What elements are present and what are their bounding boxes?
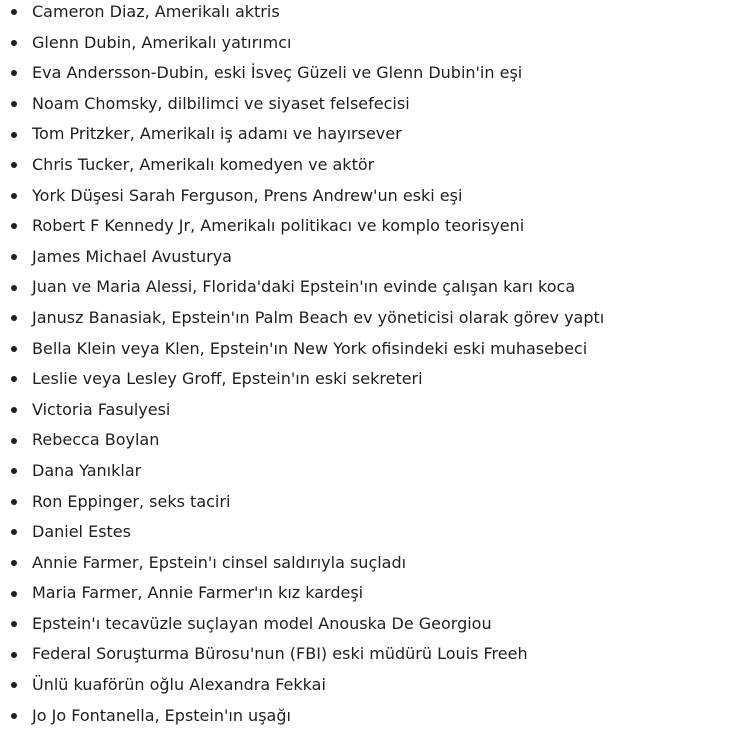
list-item	[0, 242, 750, 273]
list-item	[0, 119, 750, 150]
list-item-text: Federal Soruşturma Bürosu'nun (FBI) eski müdürü Louis Freeh	[32, 644, 528, 664]
list-item-text: Cameron Diaz, Amerikalı aktris	[32, 2, 280, 21]
bullet-icon	[11, 9, 17, 15]
list-item	[0, 578, 750, 609]
list-item-text: Rebecca Boylan	[32, 430, 160, 450]
list-item	[0, 181, 750, 212]
list-item	[0, 272, 750, 303]
list-item-text: Jo Jo Fontanella, Epstein'ın uşağı	[32, 705, 291, 725]
list-item	[0, 334, 750, 365]
list-item-text: York Düşesi Sarah Ferguson, Prens Andrew'un eski eşi	[32, 185, 463, 205]
list-item-text: Maria Farmer, Annie Farmer'ın kız kardeşi	[32, 583, 364, 603]
bullet-icon	[11, 499, 17, 505]
list-item-text: Janusz Banasiak, Epstein'ın Palm Beach ev yöneticisi olarak görev yaptı	[32, 307, 605, 327]
list-item-text: Annie Farmer, Epstein'ı cinsel saldırıyla suçladı	[32, 552, 407, 572]
list-item	[0, 425, 750, 456]
list-item-text: Robert F Kennedy Jr, Amerikalı politikacı ve komplo teorisyeni	[32, 216, 525, 236]
bullet-icon	[11, 560, 17, 566]
list-item	[0, 150, 750, 181]
bullet-icon	[11, 346, 17, 352]
list-item-text: Glenn Dubin, Amerikalı yatırımcı	[32, 32, 292, 52]
list-item-text: Chris Tucker, Amerikalı komedyen ve aktör	[32, 154, 375, 174]
list-item	[0, 609, 750, 640]
bullet-icon	[11, 438, 17, 444]
bullet-icon	[11, 407, 17, 413]
bullet-icon	[11, 682, 17, 688]
bullet-icon	[11, 70, 17, 76]
bullet-icon	[11, 713, 17, 719]
bullet-icon	[11, 162, 17, 168]
bullet-icon	[11, 254, 17, 260]
list-item	[0, 701, 750, 732]
list-item	[0, 639, 750, 670]
list-item-text: Daniel Estes	[32, 522, 131, 542]
bullet-icon	[11, 468, 17, 474]
bullet-icon	[11, 376, 17, 382]
bullet-icon	[11, 591, 17, 597]
list-item	[0, 487, 750, 518]
list-item-text: Ron Eppinger, seks taciri	[32, 491, 231, 511]
list-item	[0, 517, 750, 548]
list-item	[0, 456, 750, 487]
list-item-text: Eva Andersson-Dubin, eski İsveç Güzeli ve Glenn Dubin'in eşi	[32, 63, 523, 83]
list-item-text: Bella Klein veya Klen, Epstein'ın New York ofisindeki eski muhasebeci	[32, 338, 588, 358]
list-item-text: Ünlü kuaförün oğlu Alexandra Fekkai	[32, 675, 326, 695]
list-item	[0, 395, 750, 426]
bullet-icon	[11, 101, 17, 107]
list-item	[0, 0, 750, 28]
bullet-icon	[11, 223, 17, 229]
bullet-icon	[11, 621, 17, 627]
list-item	[0, 89, 750, 120]
bullet-icon	[11, 193, 17, 199]
list-item-text: James Michael Avusturya	[32, 246, 232, 266]
list-item-text: Epstein'ı tecavüzle suçlayan model Anouska De Georgiou	[32, 613, 492, 633]
list-item-text: Dana Yanıklar	[32, 460, 142, 480]
bullet-icon	[11, 132, 17, 138]
list-item	[0, 364, 750, 395]
bullet-icon	[11, 315, 17, 321]
bullet-icon	[11, 529, 17, 535]
bullet-icon	[11, 285, 17, 291]
list-item	[0, 670, 750, 701]
list-item	[0, 303, 750, 334]
bullet-icon	[11, 652, 17, 658]
list-item	[0, 548, 750, 579]
list-item	[0, 28, 750, 59]
list-item-text: Victoria Fasulyesi	[32, 399, 171, 419]
list-item-text: Noam Chomsky, dilbilimci ve siyaset felsefecisi	[32, 93, 410, 113]
list-item	[0, 58, 750, 89]
bullet-icon	[11, 40, 17, 46]
list-item-text: Tom Pritzker, Amerikalı iş adamı ve hayırsever	[32, 124, 402, 144]
list-item	[0, 211, 750, 242]
list-item-text: Leslie veya Lesley Groff, Epstein'ın eski sekreteri	[32, 369, 423, 389]
list-item-text: Juan ve Maria Alessi, Florida'daki Epstein'ın evinde çalışan karı koca	[32, 277, 576, 297]
